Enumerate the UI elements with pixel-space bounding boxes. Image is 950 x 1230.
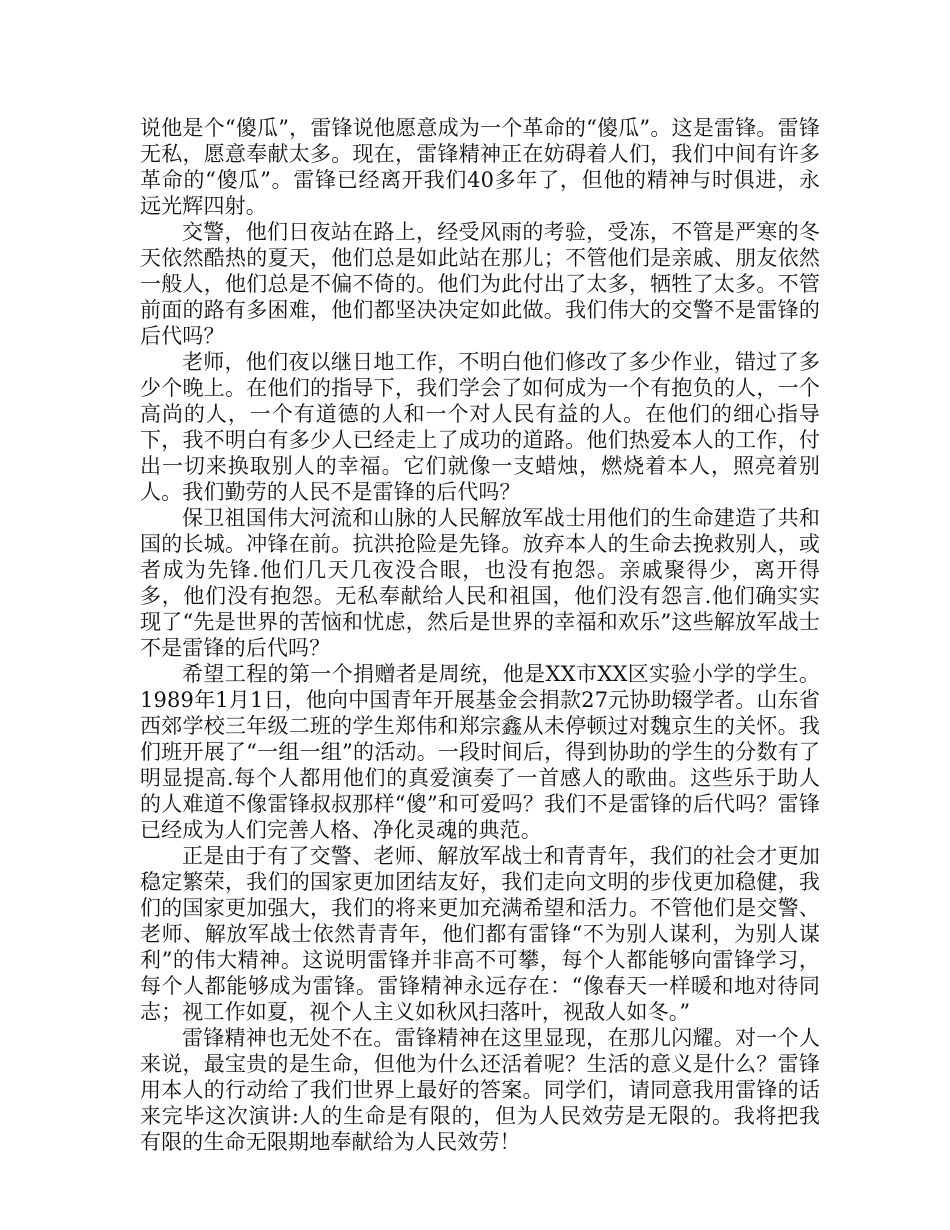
paragraph-leifeng-fool: 说他是个“傻瓜”，雷锋说他愿意成为一个革命的“傻瓜”。这是雷锋。雷锋无私，愿意奉献太多。现在，雷锋精神正在妨碍着人们，我们中间有许多革命的“傻瓜”。雷锋已经离开我们40多年了，但他的精神与时俱进，永远光辉四射。 bbox=[140, 116, 820, 218]
paragraph-teachers: 老师，他们夜以继日地工作，不明白他们修改了多少作业，错过了多少个晚上。在他们的指导下，我们学会了如何成为一个有抱负的人，一个高尚的人，一个有道德的人和一个对人民有益的人。在他们的细心指导下，我不明白有多少人已经走上了成功的道路。他们热爱本人的工作，付出一切来换取别人的幸福。它们就像一支蜡烛，燃烧着本人，照亮着别人。我们勤劳的人民不是雷锋的后代吗？ bbox=[140, 350, 820, 504]
paragraph-conclusion: 雷锋精神也无处不在。雷锋精神在这里显现，在那儿闪耀。对一个人来说，最宝贵的是生命，但他为什么还活着呢？生活的意义是什么？雷锋用本人的行动给了我们世界上最好的答案。同学们，请同意我用雷锋的话来完毕这次演讲:人的生命是有限的，但为人民效劳是无限的。我将把我有限的生命无限期地奉献给为人民效劳！ bbox=[140, 1026, 820, 1154]
paragraph-society: 正是由于有了交警、老师、解放军战士和青青年，我们的社会才更加稳定繁荣，我们的国家更加团结友好，我们走向文明的步伐更加稳健，我们的国家更加强大，我们的将来更加充满希望和活力。不管他们是交警、老师、解放军战士依然青青年，他们都有雷锋“不为别人谋利，为别人谋利”的伟大精神。这说明雷锋并非高不可攀，每个人都能够向雷锋学习，每个人都能够成为雷锋。雷锋精神永远存在：“像春天一样暖和地对待同志；视工作如夏，视个人主义如秋风扫落叶，视敌人如冬。” bbox=[140, 844, 820, 1024]
paragraph-hope-project: 希望工程的第一个捐赠者是周统，他是XX市XX区实验小学的学生。1989年1月1日，他向中国青年开展基金会捐款27元协助辍学者。山东省西郊学校三年级二班的学生郑伟和郑宗鑫从未停顿过对魏京生的关怀。我们班开展了“一组一组”的活动。一段时间后，得到协助的学生的分数有了明显提高.每个人都用他们的真爱演奏了一首感人的歌曲。这些乐于助人的人难道不像雷锋叔叔那样“傻”和可爱吗？我们不是雷锋的后代吗？雷锋已经成为人们完善人格、净化灵魂的典范。 bbox=[140, 662, 820, 842]
paragraph-traffic-police: 交警，他们日夜站在路上，经受风雨的考验，受冻，不管是严寒的冬天依然酷热的夏天，他们总是如此站在那儿；不管他们是亲戚、朋友依然一般人，他们总是不偏不倚的。他们为此付出了太多，牺牲了太多。不管前面的路有多困难，他们都坚决决定如此做。我们伟大的交警不是雷锋的后代吗？ bbox=[140, 220, 820, 348]
paragraph-pla-soldiers: 保卫祖国伟大河流和山脉的人民解放军战士用他们的生命建造了共和国的长城。冲锋在前。抗洪抢险是先锋。放弃本人的生命去挽救别人，或者成为先锋.他们几天几夜没合眼，也没有抱怨。亲戚聚得少，离开得多，他们没有抱怨。无私奉献给人民和祖国，他们没有怨言.他们确实实现了“先是世界的苦恼和忧虑，然后是世界的幸福和欢乐”这些解放军战士不是雷锋的后代吗？ bbox=[140, 506, 820, 660]
document-page bbox=[140, 115, 820, 1155]
